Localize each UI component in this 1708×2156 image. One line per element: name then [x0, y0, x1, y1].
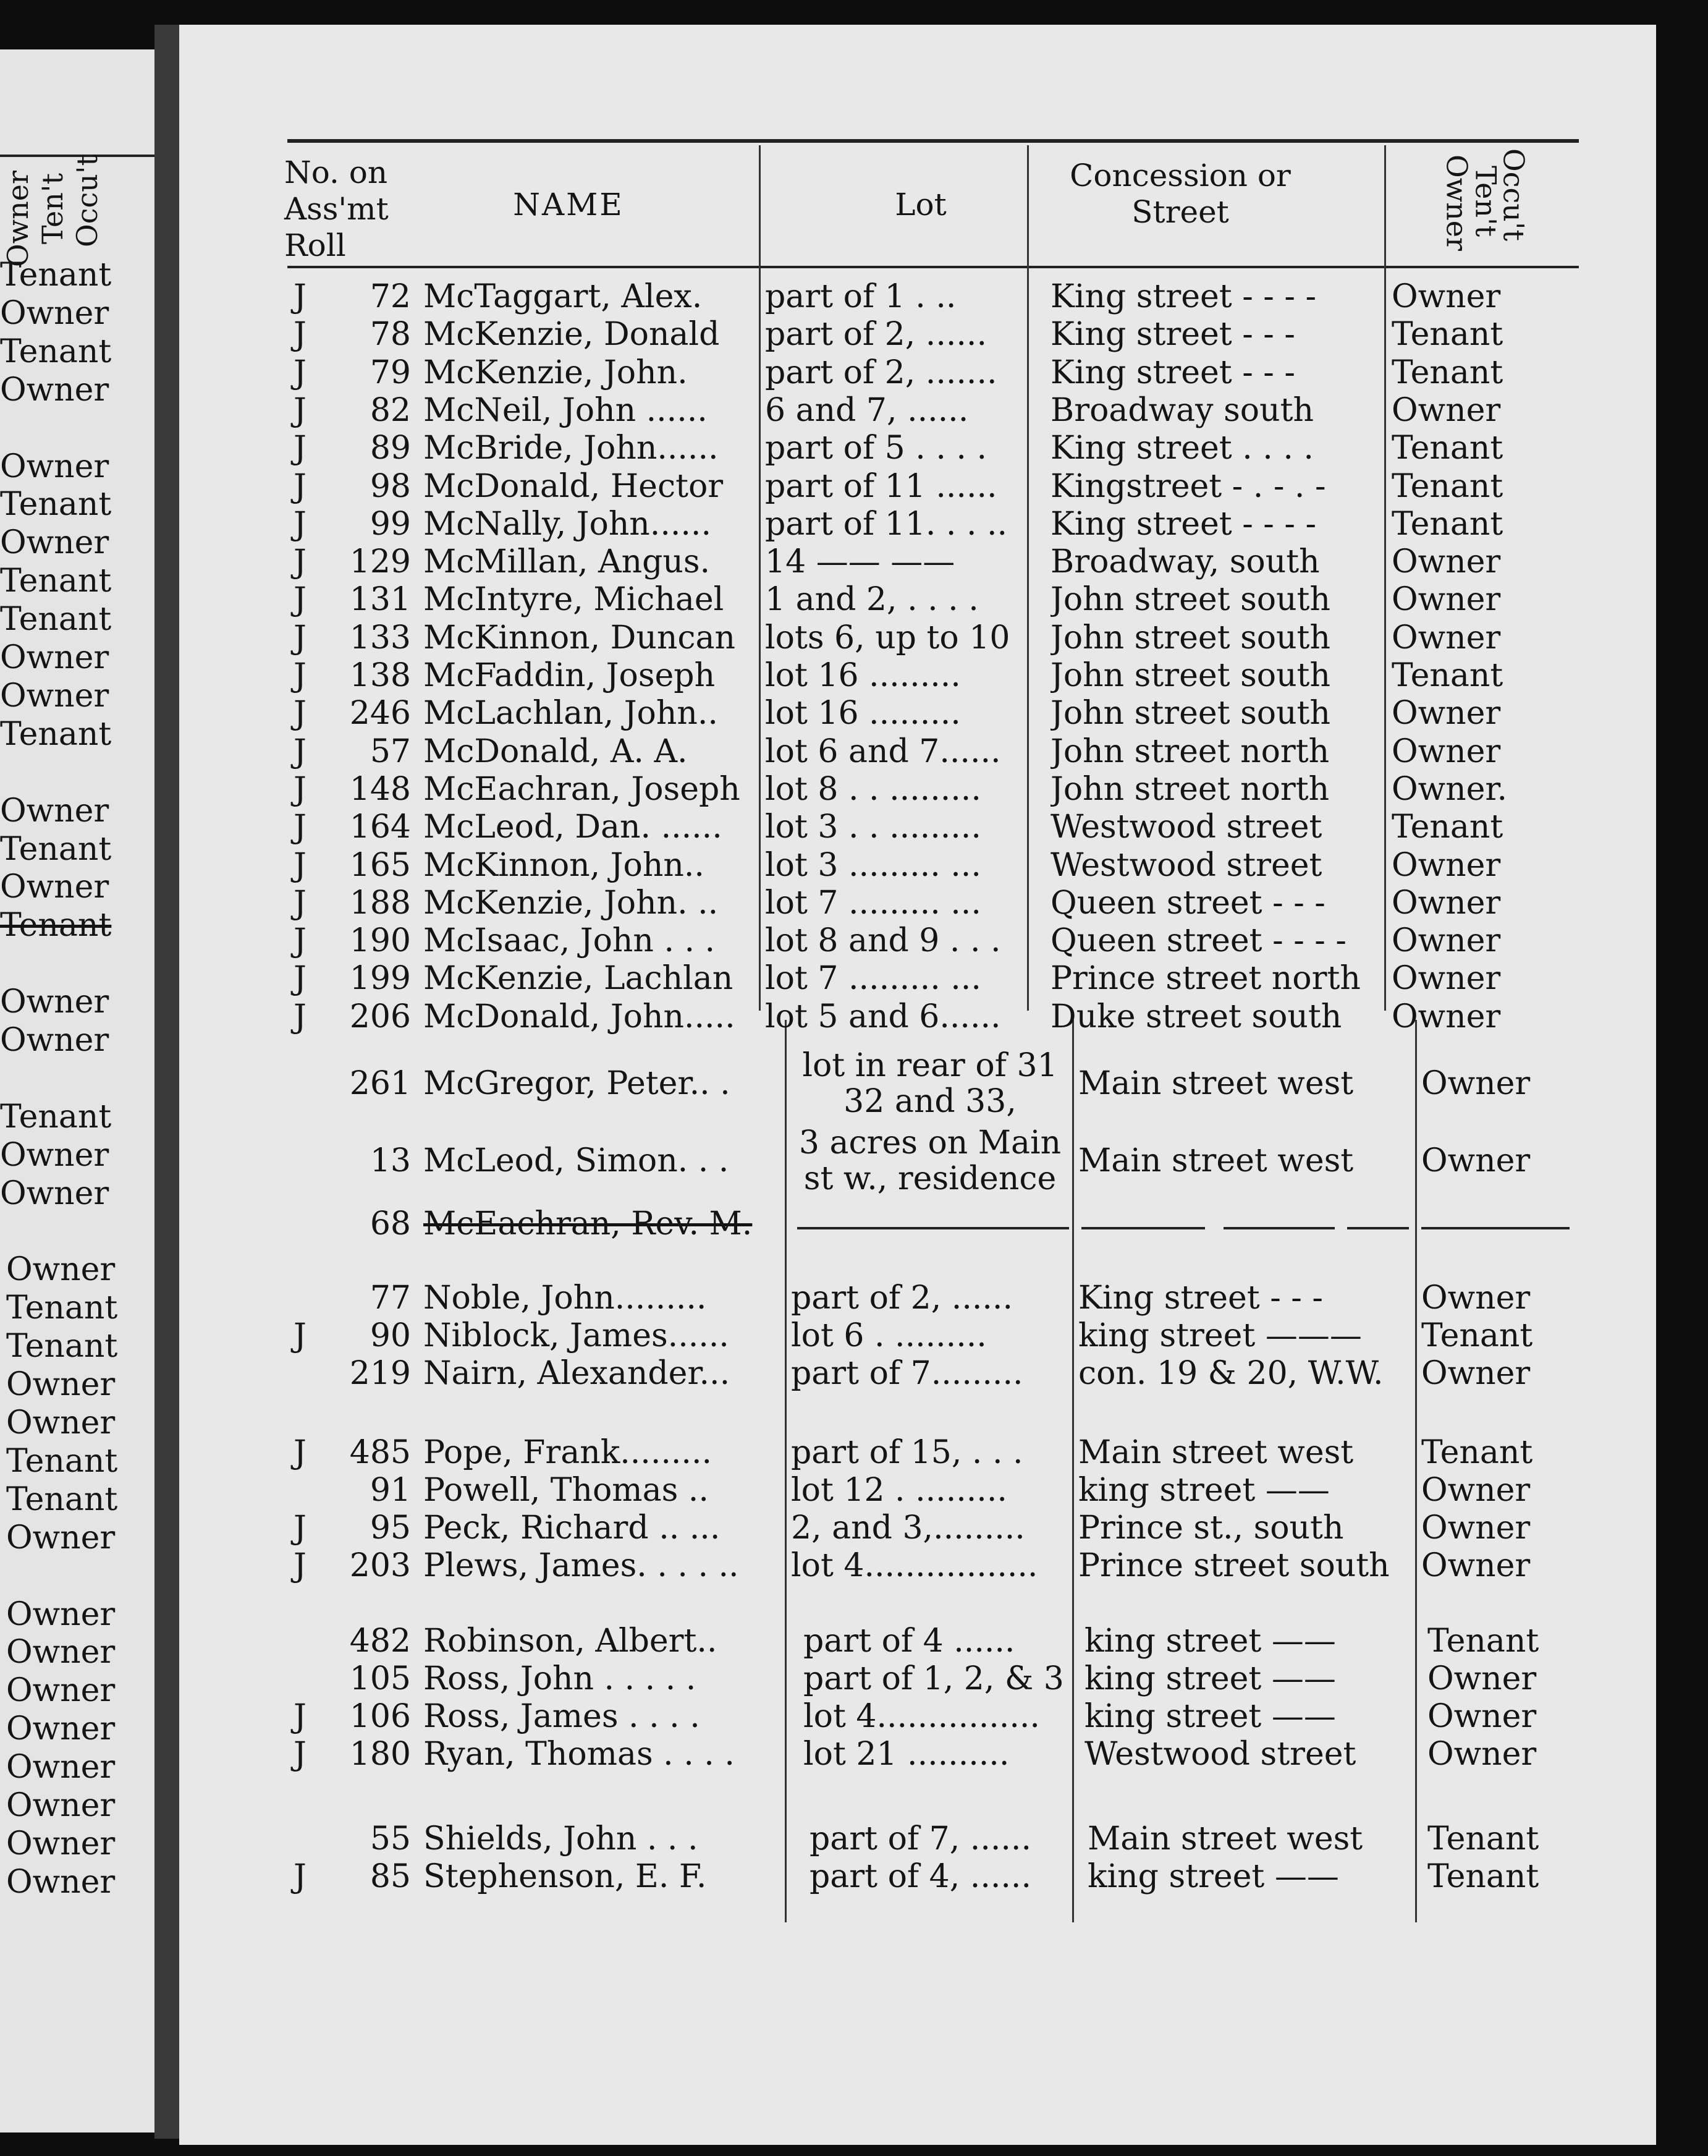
roll-number: 105: [349, 1660, 411, 1697]
assessment-row: [179, 1472, 1656, 1510]
occupancy-status: Owner: [1392, 695, 1501, 732]
left-page-entry: Tenant: [0, 562, 112, 600]
lot-line: lot in rear of 31: [802, 1048, 1058, 1084]
roll-number: 180: [349, 1736, 411, 1773]
roll-number: 79: [370, 354, 411, 391]
left-page-entry: Owner: [0, 792, 109, 830]
lot-description: lots 6, up to 10: [765, 619, 1010, 656]
roll-number: 13: [370, 1142, 411, 1179]
header-concession-street: Concession or Street: [1070, 158, 1291, 230]
owner-name: Robinson, Albert..: [423, 1623, 717, 1660]
assessment-row: [179, 354, 1656, 393]
occupancy-status: Owner: [1392, 391, 1501, 429]
roll-number: 90: [370, 1317, 411, 1354]
left-page-entry: Tenant: [0, 1098, 112, 1135]
left-page-entry: Owner: [6, 1825, 116, 1862]
assessment-row: [179, 960, 1656, 998]
assessment-row: [179, 695, 1656, 733]
lot-description: part of 2, .......: [765, 354, 997, 391]
occupancy-status: Owner: [1421, 1509, 1531, 1547]
left-page-entry: Owner: [0, 868, 109, 906]
occupancy-status: Owner: [1421, 1355, 1531, 1392]
concession-street: Main street west: [1078, 1434, 1354, 1471]
left-page-entry: Owner: [0, 448, 109, 485]
previous-page-fragment: [0, 49, 154, 2133]
occupancy-status: Owner: [1421, 1472, 1531, 1509]
lot-description: part of 2, ......: [765, 316, 987, 354]
lot-line: st w., residence: [803, 1160, 1057, 1197]
owner-name: McKenzie, Donald: [423, 316, 720, 354]
roll-number: 85: [370, 1858, 411, 1895]
lot-description: part of 1 . ..: [765, 278, 957, 315]
lot-description: lot 7 ......... ...: [765, 884, 981, 922]
roll-prefix: J: [294, 1547, 307, 1584]
roll-prefix: J: [294, 998, 307, 1035]
assessment-row: [179, 468, 1656, 506]
roll-prefix: J: [294, 467, 307, 505]
roll-prefix: J: [294, 391, 307, 429]
left-page-entry: Owner: [6, 1710, 116, 1748]
occupancy-status: Tenant: [1392, 430, 1503, 467]
assessment-row: [179, 1434, 1656, 1472]
header-no-on-roll: No. on Ass'mt Roll: [284, 155, 389, 263]
lot-description: part of 4, ......: [810, 1858, 1031, 1895]
owner-name: Shields, John . . .: [423, 1820, 698, 1857]
roll-prefix: J: [294, 430, 307, 467]
lot-description: 2, and 3,.........: [791, 1509, 1025, 1547]
owner-name: McIntyre, Michael: [423, 581, 724, 619]
roll-number: 57: [370, 732, 411, 770]
owner-name: McLeod, Simon. . .: [423, 1142, 729, 1179]
lot-description: lot 4.................: [791, 1547, 1038, 1584]
assessment-row: [179, 543, 1656, 582]
owner-name: Pope, Frank.........: [423, 1434, 712, 1471]
roll-number: 72: [370, 278, 411, 315]
assessment-row: [179, 922, 1656, 961]
ditto-rule: [1347, 1227, 1409, 1229]
roll-prefix: J: [294, 732, 307, 770]
header-ten: Ten't: [1469, 166, 1503, 237]
roll-prefix: J: [294, 316, 307, 354]
owner-name: McKenzie, John.: [423, 354, 688, 391]
header-owner: Owner: [1440, 155, 1474, 251]
left-page-entry: Owner: [0, 524, 109, 562]
left-page-entry: Owner: [6, 1787, 116, 1824]
roll-prefix: J: [294, 505, 307, 543]
left-page-entry: Tenant: [0, 333, 112, 370]
roll-prefix: J: [294, 1509, 307, 1547]
lot-description: lot 5 and 6......: [765, 998, 1001, 1035]
owner-name: Niblock, James......: [423, 1317, 729, 1354]
roll-prefix: J: [294, 354, 307, 391]
occupancy-status: Owner: [1392, 922, 1501, 960]
concession-street: Westwood street: [1084, 1736, 1356, 1773]
header-name: NAME: [513, 187, 624, 223]
assessment-row: [179, 885, 1656, 923]
owner-name: McDonald, Hector: [423, 467, 724, 505]
left-page-entry: Tenant: [0, 257, 112, 294]
occupancy-status: Tenant: [1421, 1434, 1533, 1471]
roll-number: 98: [370, 467, 411, 505]
concession-street: king street ——: [1084, 1623, 1336, 1660]
left-header-owner: Owner: [1, 171, 35, 267]
owner-name: McKenzie, John. ..: [423, 884, 719, 922]
assessment-row: [179, 619, 1656, 658]
assessment-row: [179, 1547, 1656, 1585]
concession-street: Main street west: [1078, 1142, 1354, 1179]
left-page-entry: Tenant: [0, 715, 112, 753]
roll-prefix: J: [294, 1317, 307, 1354]
lot-description: 6 and 7, ......: [765, 391, 969, 429]
lot-description: 1 and 2, . . . .: [765, 581, 979, 619]
occupancy-status: Owner: [1392, 543, 1501, 581]
assessment-row: [179, 1280, 1656, 1318]
assessment-row: [179, 430, 1656, 468]
lot-description: part of 11. . . ..: [765, 505, 1008, 543]
roll-prefix: J: [294, 619, 307, 656]
assessment-row: [179, 392, 1656, 430]
roll-number: 246: [349, 695, 411, 732]
concession-street: king street ——: [1084, 1698, 1336, 1735]
concession-street: con. 19 & 20, W.W.: [1078, 1355, 1384, 1392]
occupancy-status: Owner: [1392, 884, 1501, 922]
roll-number: 131: [349, 581, 411, 619]
occupancy-status: Tenant: [1421, 1317, 1533, 1354]
left-page-entry: Tenant: [0, 601, 112, 639]
roll-number: 188: [349, 884, 411, 922]
roll-number: 482: [349, 1623, 411, 1660]
assessment-row: [179, 1820, 1656, 1859]
roll-number: 261: [349, 1065, 411, 1102]
owner-name: McEachran, Joseph: [423, 770, 740, 808]
concession-street: Broadway south: [1051, 391, 1314, 429]
owner-name: Stephenson, E. F.: [423, 1858, 707, 1895]
assessment-row: [179, 1317, 1656, 1356]
roll-prefix: J: [294, 770, 307, 808]
lot-description: lot 16 .........: [765, 657, 961, 694]
left-page-entry: Owner: [6, 1519, 116, 1556]
concession-street: King street - - -: [1078, 1280, 1323, 1317]
owner-name: Powell, Thomas ..: [423, 1472, 709, 1509]
roll-prefix: J: [294, 695, 307, 732]
occupancy-status: Tenant: [1392, 657, 1503, 694]
owner-name: McGregor, Peter.. .: [423, 1065, 730, 1102]
lot-description: lot 16 .........: [765, 695, 961, 732]
left-page-entry: Tenant: [0, 907, 112, 944]
owner-name: Peck, Richard .. ...: [423, 1509, 721, 1547]
lot-description: lot 6 and 7......: [765, 732, 1001, 770]
roll-number: 206: [349, 998, 411, 1035]
roll-prefix: J: [294, 1698, 307, 1735]
ditto-rule: [1421, 1227, 1570, 1229]
concession-street: King street - - -: [1051, 354, 1295, 391]
left-page-entry: Owner: [6, 1404, 116, 1441]
owner-name: McNeil, John ......: [423, 391, 708, 429]
owner-name: McMillan, Angus.: [423, 543, 711, 581]
occupancy-status: Tenant: [1427, 1820, 1539, 1857]
assessment-row: [179, 278, 1656, 316]
concession-street: John street south: [1051, 695, 1330, 732]
lot-description: lot 8 . . .........: [765, 770, 981, 808]
concession-street: Broadway, south: [1051, 543, 1320, 581]
occupancy-status: Owner: [1427, 1736, 1537, 1773]
occupancy-status: Owner: [1421, 1142, 1531, 1179]
header-top-rule: [287, 139, 1579, 143]
roll-number: 55: [370, 1820, 411, 1857]
roll-number: 148: [349, 770, 411, 808]
lot-description: part of 15, . . .: [791, 1434, 1023, 1471]
lot-description: lot 12 . .........: [791, 1472, 1007, 1509]
left-page-entry: Owner: [0, 1136, 109, 1174]
occupancy-status: Tenant: [1427, 1623, 1539, 1660]
roll-prefix: J: [294, 1434, 307, 1471]
lot-description: 14 —— ——: [765, 543, 955, 581]
assessment-row: [179, 1623, 1656, 1661]
roll-prefix: J: [294, 922, 307, 960]
concession-street: John street north: [1051, 732, 1330, 770]
assessment-row: [179, 1736, 1656, 1774]
concession-street: King street - - -: [1051, 316, 1295, 354]
roll-number: 199: [349, 960, 411, 998]
lot-line: 3 acres on Main: [798, 1125, 1062, 1161]
roll-number: 95: [370, 1509, 411, 1547]
left-page-entry: Owner: [6, 1366, 116, 1404]
left-page-entry: Owner: [0, 639, 109, 676]
concession-street: John street south: [1051, 619, 1330, 656]
assessment-row: [179, 506, 1656, 544]
roll-prefix: J: [294, 960, 307, 998]
assessment-row: [179, 1509, 1656, 1548]
left-page-entry: Tenant: [0, 486, 112, 524]
owner-name: McNally, John......: [423, 505, 711, 543]
left-page-entry: Owner: [0, 294, 109, 332]
concession-street: King street . . . .: [1051, 430, 1314, 467]
roll-number: 68: [370, 1205, 411, 1242]
roll-prefix: J: [294, 1736, 307, 1773]
roll-number: 78: [370, 316, 411, 354]
owner-name: McFaddin, Joseph: [423, 657, 716, 694]
concession-street: King street - - - -: [1051, 278, 1317, 315]
owner-name: McTaggart, Alex.: [423, 278, 703, 315]
page-gutter: [154, 25, 179, 2139]
lot-description: lot 8 and 9 . . .: [765, 922, 1001, 960]
left-page-entry: Tenant: [0, 830, 112, 868]
assessment-row: [179, 1698, 1656, 1736]
owner-name: Ross, John . . . . .: [423, 1660, 696, 1697]
concession-street: Prince st., south: [1078, 1509, 1344, 1547]
occupancy-status: Owner: [1392, 278, 1501, 315]
assessment-row: [179, 808, 1656, 847]
owner-name: Nairn, Alexander...: [423, 1355, 730, 1392]
owner-name: McIsaac, John . . .: [423, 922, 716, 960]
assessment-row: [179, 998, 1656, 1037]
owner-name: McLachlan, John..: [423, 695, 718, 732]
concession-street: Queen street - - -: [1051, 884, 1325, 922]
concession-street: John street north: [1051, 770, 1330, 808]
owner-name: Ryan, Thomas . . . .: [423, 1736, 735, 1773]
concession-street: Westwood street: [1051, 808, 1322, 846]
occupancy-status: Owner: [1421, 1547, 1531, 1584]
lot-description: part of 7, ......: [810, 1820, 1031, 1857]
lot-description: part of 2, ......: [791, 1280, 1013, 1317]
lot-line: 32 and 33,: [843, 1083, 1017, 1119]
left-header-ten: Ten't: [36, 173, 69, 245]
occupancy-status: Owner: [1427, 1660, 1537, 1697]
assessment-roll-page: [179, 25, 1656, 2145]
occupancy-status: Tenant: [1427, 1858, 1539, 1895]
ditto-rule: [797, 1227, 1069, 1229]
assessment-row: [179, 581, 1656, 619]
concession-street: king street ——: [1078, 1472, 1330, 1509]
concession-street: king street ———: [1078, 1317, 1362, 1354]
concession-street: Queen street - - - -: [1051, 922, 1347, 960]
occupancy-status: Owner: [1421, 1280, 1531, 1317]
roll-number: 89: [370, 430, 411, 467]
assessment-row: [179, 733, 1656, 771]
concession-street: Main street west: [1078, 1065, 1354, 1102]
left-page-entry: Owner: [0, 1174, 109, 1212]
occupancy-status: Owner: [1392, 732, 1501, 770]
roll-prefix: J: [294, 884, 307, 922]
lot-description: lot 3 . . .........: [765, 808, 981, 846]
header-occ: Occu't: [1497, 148, 1531, 241]
assessment-row: [179, 1355, 1656, 1393]
concession-street: John street south: [1051, 581, 1330, 619]
header-lot: Lot: [895, 187, 947, 223]
assessment-row: [179, 316, 1656, 354]
left-page-entry: Owner: [6, 1595, 116, 1633]
owner-name: Ross, James . . . .: [423, 1698, 700, 1735]
ditto-rule: [1081, 1227, 1205, 1229]
left-page-entry: Owner: [6, 1749, 116, 1786]
left-page-entry: Tenant: [6, 1328, 118, 1365]
lot-description: lot 4................: [803, 1698, 1040, 1735]
lot-description: lot 6 . .........: [791, 1317, 987, 1354]
concession-street: Westwood street: [1051, 846, 1322, 884]
left-page-entry: Owner: [0, 983, 109, 1021]
concession-street: Kingstreet - . - . -: [1051, 467, 1326, 505]
occupancy-status: Tenant: [1392, 316, 1503, 354]
left-page-entry: Tenant: [6, 1289, 118, 1327]
roll-number: 190: [349, 922, 411, 960]
occupancy-status: Owner: [1392, 998, 1501, 1035]
owner-name: McLeod, Dan. ......: [423, 808, 722, 846]
left-page-entry: Tenant: [6, 1480, 118, 1518]
owner-name: McBride, John......: [423, 430, 719, 467]
lot-description: lot 21 ..........: [803, 1736, 1010, 1773]
roll-prefix: J: [294, 657, 307, 694]
owner-name: Noble, John.........: [423, 1280, 707, 1317]
roll-number: 203: [349, 1547, 411, 1584]
left-page-entry: Owner: [0, 677, 109, 715]
left-page-entry: Owner: [6, 1251, 116, 1289]
owner-name: McKinnon, Duncan: [423, 619, 735, 656]
concession-street: King street - - - -: [1051, 505, 1317, 543]
occupancy-status: Owner: [1392, 619, 1501, 656]
occupancy-status: Tenant: [1392, 354, 1503, 391]
roll-prefix: J: [294, 846, 307, 884]
roll-number: 106: [349, 1698, 411, 1735]
occupancy-status: Owner: [1421, 1065, 1531, 1102]
assessment-row: [179, 1858, 1656, 1896]
lot-description: part of 5 . . . .: [765, 430, 987, 467]
ditto-rule: [1224, 1227, 1335, 1229]
owner-name: McDonald, John.....: [423, 998, 735, 1035]
owner-name: McDonald, A. A.: [423, 732, 688, 770]
occupancy-status: Owner.: [1392, 770, 1508, 808]
lot-description: part of 7.........: [791, 1355, 1023, 1392]
occupancy-status: Owner: [1392, 581, 1501, 619]
roll-prefix: J: [294, 808, 307, 846]
concession-street: king street ——: [1088, 1858, 1339, 1895]
assessment-row: [179, 657, 1656, 695]
occupancy-status: Tenant: [1392, 505, 1503, 543]
roll-prefix: J: [294, 1858, 307, 1895]
left-page-entry: Owner: [0, 371, 109, 409]
left-header-occ: Occu't: [70, 155, 104, 247]
left-page-entry: Tenant: [6, 1442, 118, 1480]
assessment-row: [179, 1660, 1656, 1699]
roll-number: 77: [370, 1280, 411, 1317]
owner-name: McKenzie, Lachlan: [423, 960, 734, 998]
left-page-entry: Owner: [0, 1022, 109, 1059]
concession-street: Prince street south: [1078, 1547, 1390, 1584]
roll-number: 82: [370, 391, 411, 429]
roll-number: 164: [349, 808, 411, 846]
lot-description: part of 11 ......: [765, 467, 997, 505]
roll-number: 133: [349, 619, 411, 656]
lot-description: lot 7 ......... ...: [765, 960, 981, 998]
roll-prefix: J: [294, 581, 307, 619]
roll-number: 165: [349, 846, 411, 884]
lot-description: [791, 1125, 1069, 1197]
concession-street: John street south: [1051, 657, 1330, 694]
roll-number: 485: [349, 1434, 411, 1471]
lot-description: part of 4 ......: [803, 1623, 1015, 1660]
concession-street: king street ——: [1084, 1660, 1336, 1697]
lot-description: lot 3 ......... ...: [765, 846, 981, 884]
roll-number: 129: [349, 543, 411, 581]
assessment-row: [179, 771, 1656, 809]
assessment-row: [179, 847, 1656, 885]
concession-street: Duke street south: [1051, 998, 1342, 1035]
occupancy-status: Owner: [1427, 1698, 1537, 1735]
roll-number: 91: [370, 1472, 411, 1509]
owner-name: McEachran, Rev. M.: [423, 1205, 753, 1242]
occupancy-status: Tenant: [1392, 808, 1503, 846]
owner-name: Plews, James. . . . ..: [423, 1547, 739, 1584]
roll-number: 99: [370, 505, 411, 543]
concession-street: Prince street north: [1051, 960, 1361, 998]
roll-prefix: J: [294, 278, 307, 315]
left-page-entry: Owner: [6, 1672, 116, 1710]
occupancy-status: Tenant: [1392, 467, 1503, 505]
occupancy-status: Owner: [1392, 846, 1501, 884]
owner-name: McKinnon, John..: [423, 846, 704, 884]
lot-description: [791, 1048, 1069, 1119]
assessment-row: [179, 1048, 1656, 1119]
assessment-row: [179, 1125, 1656, 1197]
occupancy-status: Owner: [1392, 960, 1501, 998]
roll-prefix: J: [294, 543, 307, 581]
concession-street: Main street west: [1088, 1820, 1363, 1857]
left-page-entry: Owner: [6, 1634, 116, 1671]
roll-number: 219: [349, 1355, 411, 1392]
lot-description: part of 1, 2, & 3: [803, 1660, 1064, 1697]
roll-number: 138: [349, 657, 411, 694]
left-page-entry: Owner: [6, 1863, 116, 1901]
